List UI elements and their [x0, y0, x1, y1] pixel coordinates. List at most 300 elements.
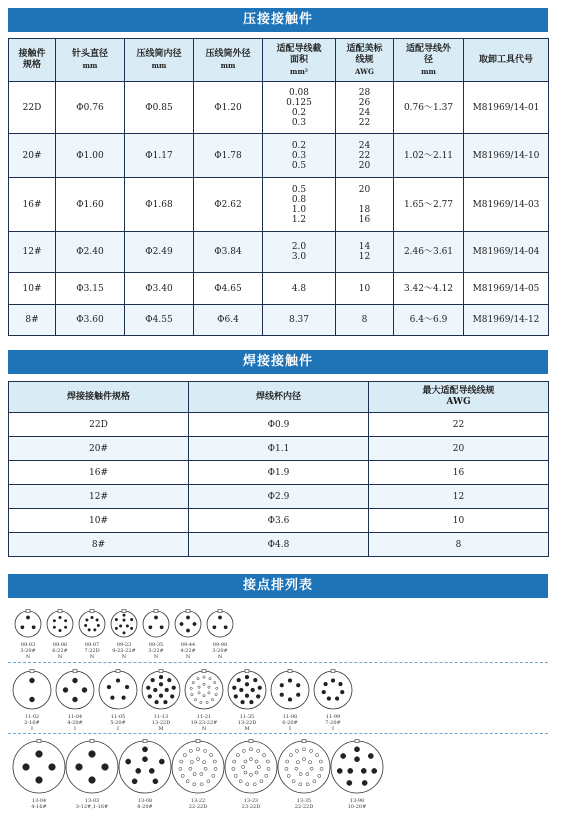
table-cell: 22D	[9, 413, 189, 437]
contact-cavity	[368, 753, 373, 758]
contact-cavity	[84, 624, 87, 627]
solder-contact-table	[8, 381, 549, 557]
connector-insert	[76, 608, 108, 660]
contact-cavity	[96, 619, 99, 622]
insert-face-icon	[63, 738, 121, 796]
table-cell-awg: 10	[336, 273, 394, 305]
contact-cavity	[159, 759, 164, 764]
connector-insert	[53, 668, 97, 732]
table-cell: 12	[369, 485, 549, 509]
contact-cavity	[149, 626, 152, 629]
contact-cavity	[256, 695, 260, 699]
table-cell-inner: Φ3.40	[125, 273, 194, 305]
table-cell-pin: Φ3.15	[56, 273, 125, 305]
connector-insert	[182, 668, 226, 732]
table-cell: 8	[369, 533, 549, 557]
header-cell: 焊线杯内径	[189, 382, 369, 413]
table-header-row	[9, 382, 549, 413]
insert-code: 13-03	[84, 798, 100, 804]
contact-cavity	[122, 696, 126, 700]
insert-type: N	[217, 654, 223, 660]
keyway-mark	[90, 740, 94, 743]
contact-cavity	[253, 783, 256, 786]
table-cell: 20#	[9, 437, 189, 461]
table-cell-size: 12#	[9, 232, 56, 273]
connector-insert	[139, 668, 183, 732]
connector-insert	[108, 608, 140, 660]
contact-cavity	[249, 758, 252, 761]
table-cell-od: 3.42～4.12	[394, 273, 464, 305]
connector-insert	[12, 608, 44, 660]
insert-desc: 8-20#	[137, 804, 153, 810]
table-cell: Φ0.9	[189, 413, 369, 437]
insert-desc: 23-22D	[241, 804, 261, 810]
contact-cavity	[208, 692, 210, 694]
insert-desc: 3-12#,1-16#	[75, 804, 109, 810]
section-banner-layout	[8, 574, 548, 598]
insert-type: I	[289, 726, 291, 732]
insert-face-icon	[44, 608, 76, 640]
contact-cavity	[200, 783, 203, 786]
table-cell-od: 2.46～3.61	[394, 232, 464, 273]
contact-cavity	[30, 678, 35, 683]
contact-cavity	[313, 780, 316, 783]
keyway-mark	[249, 740, 253, 743]
contact-cavity	[64, 619, 67, 622]
table-cell-inner: Φ1.17	[125, 134, 194, 178]
contact-cavity	[191, 693, 193, 695]
contact-cavity	[193, 772, 196, 775]
insert-outline	[66, 741, 118, 793]
keyway-mark	[143, 740, 147, 743]
contact-cavity	[82, 688, 87, 693]
contact-cavity	[244, 771, 247, 774]
insert-code: 09-44	[180, 642, 196, 648]
contact-cavity	[372, 768, 377, 773]
table-cell-outer: Φ1.20	[194, 82, 263, 134]
keyway-mark	[116, 670, 120, 673]
insert-type: I	[31, 726, 33, 732]
header-cell: 针头直径 mm	[56, 39, 125, 82]
contact-cavity	[154, 616, 157, 619]
connector-insert	[268, 668, 312, 732]
connector-insert	[311, 668, 355, 732]
header-cell: 适配美标 线规 AWG	[336, 39, 394, 82]
insert-type: N	[25, 654, 31, 660]
keyway-mark	[302, 740, 306, 743]
contact-cavity	[289, 754, 292, 757]
keyway-mark	[288, 670, 292, 673]
insert-face-icon	[96, 668, 140, 712]
contact-cavity	[160, 626, 163, 629]
contact-cavity	[249, 748, 252, 751]
contact-cavity	[186, 629, 189, 632]
contact-cavity	[194, 699, 196, 701]
insert-outline	[13, 741, 65, 793]
contact-cavity	[102, 764, 109, 771]
contact-cavity	[203, 676, 205, 678]
contact-cavity	[115, 627, 118, 630]
connector-insert	[328, 738, 386, 810]
table-row	[9, 485, 549, 509]
contact-cavity	[186, 780, 189, 783]
keyway-mark	[186, 610, 190, 613]
table-cell-pin: Φ2.40	[56, 232, 125, 273]
insert-code: 13-98	[349, 798, 365, 804]
insert-code: 09-03	[20, 642, 36, 648]
contact-cavity	[148, 695, 152, 699]
contact-cavity	[354, 747, 359, 752]
insert-outline	[314, 671, 352, 709]
contact-cavity	[335, 697, 339, 701]
contact-cavity	[159, 675, 163, 679]
insert-outline	[99, 671, 137, 709]
keyway-mark	[73, 670, 77, 673]
contact-cavity	[32, 626, 35, 629]
contact-cavity	[203, 695, 205, 697]
insert-desc: 4-16#	[31, 804, 47, 810]
insert-type: N	[89, 654, 95, 660]
table-cell-outer: Φ2.62	[194, 178, 263, 232]
contact-cavity	[89, 751, 96, 758]
contact-cavity	[211, 699, 213, 701]
contact-cavity	[115, 618, 118, 621]
insert-code: 11-04	[67, 714, 83, 720]
contact-cavity	[165, 688, 169, 692]
insert-face-icon	[204, 608, 236, 640]
insert-desc: 19-23-22#	[190, 720, 218, 726]
header-cell: 压线筒内径 mm	[125, 39, 194, 82]
contact-cavity	[288, 698, 292, 702]
contact-cavity	[288, 679, 292, 683]
insert-outline	[143, 611, 169, 637]
contact-cavity	[179, 767, 182, 770]
table-row	[9, 134, 549, 178]
table-cell-area: 0.5 0.8 1.0 1.2	[263, 178, 336, 232]
contact-cavity	[209, 677, 211, 679]
insert-code: 11-35	[239, 714, 255, 720]
table-cell-awg: 28 26 24 22	[336, 82, 394, 134]
contact-cavity	[181, 774, 184, 777]
insert-face-icon	[116, 738, 174, 796]
keyway-mark	[122, 610, 126, 613]
contact-cavity	[257, 749, 260, 752]
insert-desc: 6-22#	[52, 648, 68, 654]
header-cell: 压线筒外径 mm	[194, 39, 263, 82]
contact-cavity	[107, 685, 111, 689]
table-cell-tool: M81969/14-01	[464, 82, 549, 134]
contact-cavity	[204, 767, 207, 770]
contact-cavity	[292, 780, 295, 783]
contact-cavity	[203, 683, 205, 685]
contact-cavity	[64, 626, 67, 629]
insert-desc: 3-20#	[20, 648, 36, 654]
section-title: 接点排列表	[242, 578, 313, 593]
insert-type: M	[244, 726, 250, 732]
connector-insert	[275, 738, 333, 810]
table-cell-size: 16#	[9, 178, 56, 232]
insert-code: 13-04	[31, 798, 47, 804]
contact-cavity	[337, 768, 342, 773]
table-row	[9, 305, 549, 336]
contact-cavity	[23, 764, 30, 771]
table-cell-awg: 14 12	[336, 232, 394, 273]
contact-cavity	[206, 701, 208, 703]
header-cell: 适配导线外 径 mm	[394, 39, 464, 82]
contact-cavity	[59, 616, 62, 619]
contact-cavity	[253, 678, 257, 682]
contact-cavity	[111, 696, 115, 700]
contact-cavity	[180, 622, 183, 625]
contact-cavity	[132, 779, 137, 784]
section-title: 压接接触件	[242, 12, 313, 27]
header-cell: 取卸工具代号	[464, 39, 549, 82]
connector-insert	[10, 738, 68, 810]
keyway-mark	[355, 740, 359, 743]
contact-cavity	[302, 758, 305, 761]
insert-face-icon	[12, 608, 44, 640]
insert-code: 09-07	[84, 642, 100, 648]
contact-cavity	[322, 690, 326, 694]
contact-cavity	[53, 626, 56, 629]
table-cell-area: 8.37	[263, 305, 336, 336]
contact-cavity	[142, 757, 147, 762]
table-row	[9, 232, 549, 273]
table-cell: Φ1.1	[189, 437, 369, 461]
contact-cavity	[21, 626, 24, 629]
table-row	[9, 82, 549, 134]
insert-face-icon	[225, 668, 269, 712]
insert-code: 09-23	[116, 642, 132, 648]
contact-cavity	[239, 780, 242, 783]
table-row	[9, 437, 549, 461]
insert-desc: 22-22D	[294, 804, 314, 810]
contact-cavity	[130, 618, 133, 621]
contact-cavity	[232, 686, 236, 690]
contact-cavity	[245, 694, 249, 698]
insert-face-icon	[139, 668, 183, 712]
table-cell-inner: Φ2.49	[125, 232, 194, 273]
row-divider	[8, 733, 548, 734]
contact-cavity	[362, 780, 367, 785]
contact-cavity	[170, 695, 174, 699]
contact-cavity	[309, 761, 312, 764]
table-row	[9, 461, 549, 485]
insert-face-icon	[172, 608, 204, 640]
table-cell-awg: 20 18 16	[336, 178, 394, 232]
contact-cavity	[310, 749, 313, 752]
table-cell-awg: 8	[336, 305, 394, 336]
connector-insert	[63, 738, 121, 810]
contact-cavity	[213, 760, 216, 763]
contact-cavity	[260, 780, 263, 783]
keyway-mark	[245, 670, 249, 673]
insert-type: N	[121, 654, 127, 660]
table-cell-awg: 24 22 20	[336, 134, 394, 178]
contact-cavity	[86, 619, 89, 622]
contact-cavity	[198, 692, 200, 694]
insert-code: 13-22	[190, 798, 206, 804]
table-cell-tool: M81969/14-10	[464, 134, 549, 178]
insert-type: M	[158, 726, 164, 732]
insert-outline	[79, 611, 105, 637]
contact-cavity	[267, 767, 270, 770]
insert-desc: 5-20#	[110, 720, 126, 726]
contact-cavity	[126, 759, 131, 764]
insert-desc: 4-22#	[180, 648, 196, 654]
crimp-contact-table	[8, 38, 549, 336]
table-cell-area: 2.0 3.0	[263, 232, 336, 273]
contact-cavity	[316, 754, 319, 757]
contact-cavity	[302, 748, 305, 751]
table-cell-tool: M81969/14-05	[464, 273, 549, 305]
contact-cavity	[149, 768, 154, 773]
contact-cavity	[299, 772, 302, 775]
insert-desc: 3-20#	[212, 648, 228, 654]
insert-type: I	[117, 726, 119, 732]
keyway-mark	[58, 610, 62, 613]
contact-cavity	[189, 767, 192, 770]
insert-face-icon	[10, 668, 54, 712]
insert-code: 13-35	[296, 798, 312, 804]
contact-cavity	[249, 773, 252, 776]
contact-cavity	[142, 747, 147, 752]
contact-cavity	[263, 754, 266, 757]
keyway-mark	[331, 670, 335, 673]
insert-face-icon	[169, 738, 227, 796]
contact-cavity	[155, 700, 159, 704]
insert-outline	[13, 671, 51, 709]
insert-face-icon	[275, 738, 333, 796]
contact-cavity	[257, 765, 260, 768]
insert-type: N	[185, 654, 191, 660]
insert-type: N	[201, 726, 207, 732]
connector-insert	[44, 608, 76, 660]
arrangement-row	[8, 666, 548, 732]
contact-cavity	[361, 768, 366, 773]
connector-insert	[10, 668, 54, 732]
contact-cavity	[245, 682, 249, 686]
table-cell-area: 0.08 0.125 0.2 0.3	[263, 82, 336, 134]
contact-cavity	[239, 688, 243, 692]
contact-cavity	[153, 779, 158, 784]
keyway-mark	[196, 740, 200, 743]
contact-cavity	[198, 686, 200, 688]
insert-type: I	[74, 726, 76, 732]
insert-code: 11-05	[110, 714, 126, 720]
insert-desc: 13-22D	[151, 720, 171, 726]
table-cell-pin: Φ3.60	[56, 305, 125, 336]
connector-insert	[225, 668, 269, 732]
contact-cavity	[285, 767, 288, 770]
table-cell: Φ3.6	[189, 509, 369, 533]
table-cell-od: 1.65～2.77	[394, 178, 464, 232]
insert-desc: 3-22#	[148, 648, 164, 654]
insert-face-icon	[182, 668, 226, 712]
insert-face-icon	[140, 608, 172, 640]
contact-cavity	[348, 768, 353, 773]
table-cell-outer: Φ3.84	[194, 232, 263, 273]
contact-cavity	[204, 749, 207, 752]
insert-code: 09-06	[52, 642, 68, 648]
contact-cavity	[242, 749, 245, 752]
contact-cavity	[215, 693, 217, 695]
contact-cavity	[200, 772, 203, 775]
table-cell-inner: Φ4.55	[125, 305, 194, 336]
contact-cavity	[197, 677, 199, 679]
insert-outline	[271, 671, 309, 709]
header-cell: 适配导线截 面积 mm²	[263, 39, 336, 82]
connector-insert	[96, 668, 140, 732]
contact-cavity	[130, 627, 133, 630]
contact-cavity	[354, 757, 359, 762]
contact-cavity	[216, 687, 218, 689]
contact-cavity	[53, 619, 56, 622]
contact-cavity	[36, 751, 43, 758]
contact-cavity	[280, 683, 284, 687]
insert-desc: 6-20#	[282, 720, 298, 726]
table-cell-inner: Φ0.85	[125, 82, 194, 134]
contact-cavity	[119, 625, 122, 628]
contact-cavity	[210, 754, 213, 757]
contact-cavity	[186, 616, 189, 619]
keyway-mark	[26, 610, 30, 613]
contact-cavity	[88, 629, 91, 632]
insert-code: 11-99	[325, 714, 341, 720]
insert-desc: 2-16#	[24, 720, 40, 726]
contact-cavity	[306, 783, 309, 786]
insert-face-icon	[76, 608, 108, 640]
table-cell: 16	[369, 461, 549, 485]
insert-desc: 22-22D	[188, 804, 208, 810]
contact-cavity	[242, 765, 245, 768]
contact-cavity	[318, 774, 321, 777]
table-row	[9, 273, 549, 305]
contact-cavity	[146, 686, 150, 690]
insert-outline	[207, 611, 233, 637]
keyway-mark	[154, 610, 158, 613]
contact-cavity	[286, 760, 289, 763]
header-cell: 焊接接触件规格	[9, 382, 189, 413]
contact-cavity	[296, 693, 300, 697]
table-cell-od: 6.4～6.9	[394, 305, 464, 336]
table-cell: 22	[369, 413, 549, 437]
contact-cavity	[287, 774, 290, 777]
contact-cavity	[265, 774, 268, 777]
insert-code: 11-13	[153, 714, 169, 720]
table-cell-pin: Φ1.60	[56, 178, 125, 232]
contact-cavity	[237, 678, 241, 682]
table-cell-tool: M81969/14-04	[464, 232, 549, 273]
contact-cavity	[234, 774, 237, 777]
insert-face-icon	[108, 608, 140, 640]
table-row	[9, 533, 549, 557]
connector-insert	[116, 738, 174, 810]
insert-type: I	[332, 726, 334, 732]
connector-insert	[222, 738, 280, 810]
contact-cavity	[250, 700, 254, 704]
contact-cavity	[49, 764, 56, 771]
table-header-row	[9, 39, 549, 82]
table-row	[9, 413, 549, 437]
contact-cavity	[73, 678, 78, 683]
keyway-mark	[218, 610, 222, 613]
table-cell-size: 10#	[9, 273, 56, 305]
table-cell-outer: Φ1.78	[194, 134, 263, 178]
table-cell-area: 4.8	[263, 273, 336, 305]
table-cell-outer: Φ4.65	[194, 273, 263, 305]
insert-desc: 9-23-22#	[112, 648, 136, 654]
